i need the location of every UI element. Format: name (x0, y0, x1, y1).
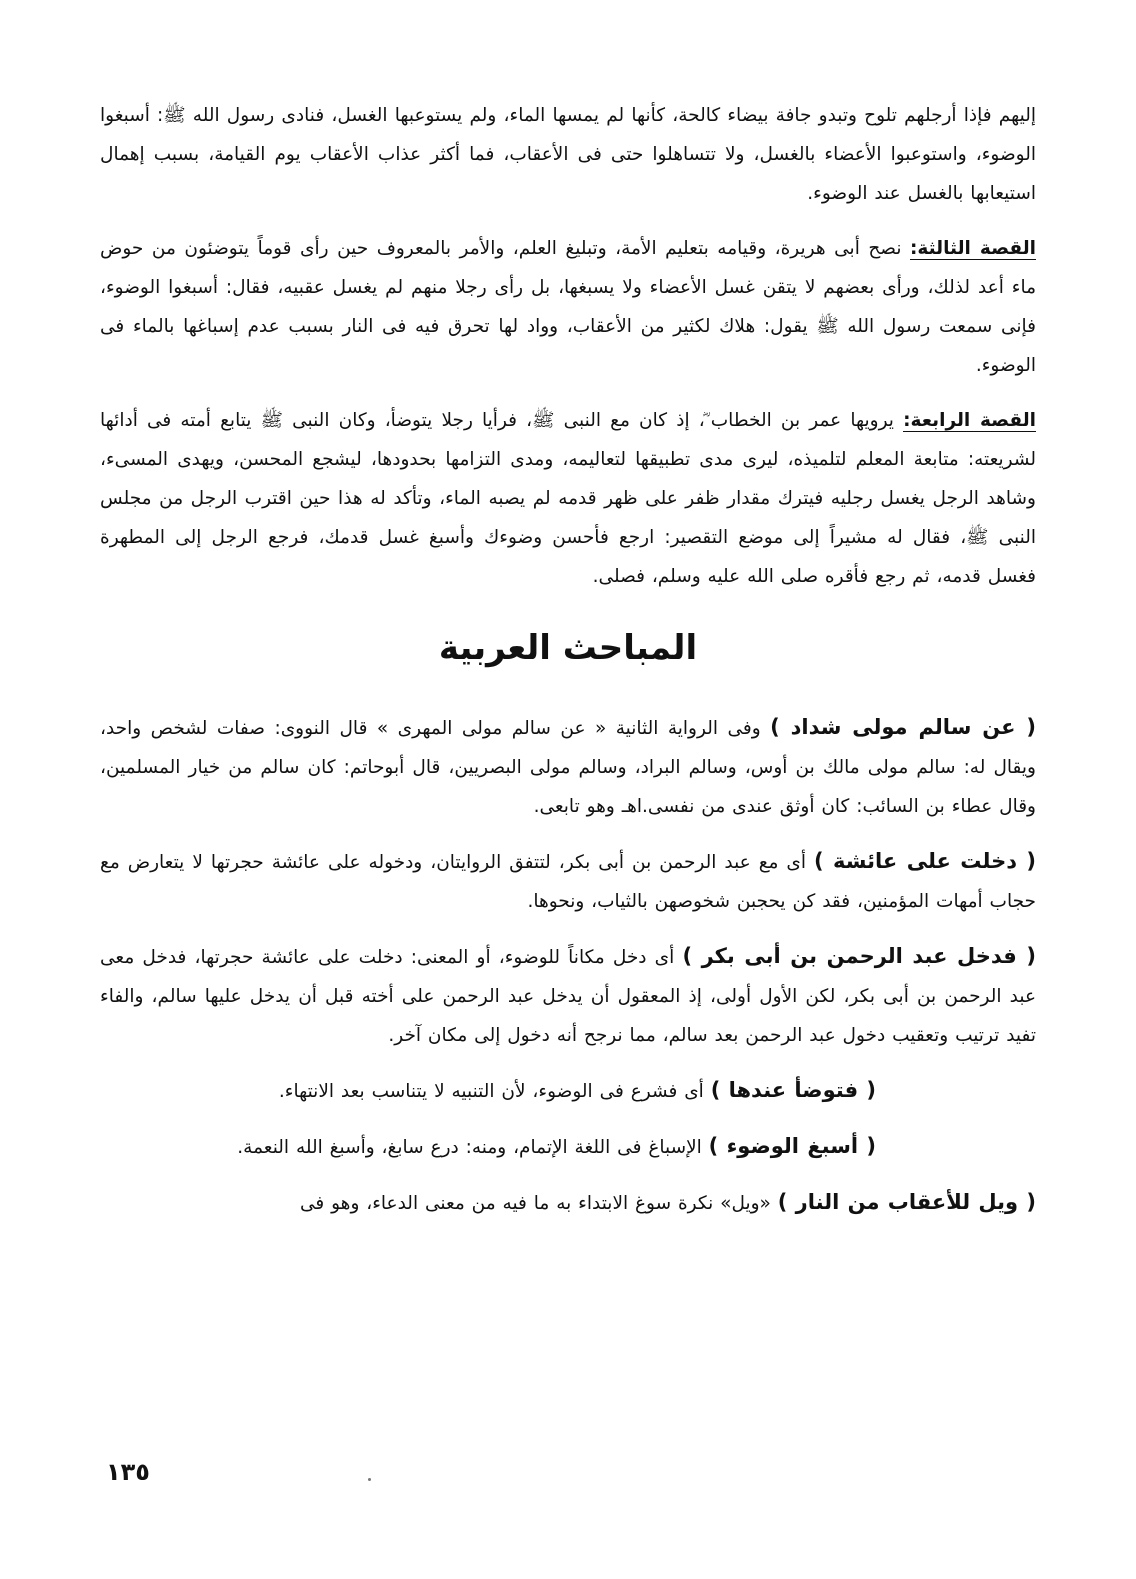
entry-paragraph (100, 937, 1036, 1055)
page-content (100, 96, 1036, 1239)
entry-text: أى فشرع فى الوضوء، لأن التنبيه لا يتناسب بعد الانتهاء. (278, 1081, 711, 1102)
entry-text: وفى الرواية الثانية « عن سالم مولى المهرى » قال النووى: صفات لشخص واحد، ويقال له: سالم مولى مالك بن أوس، وسالم البراد، وسالم مولى البصريين، قال أبوحاتم: كان سالم من خيار المسلمين، وقال عطاء بن السائب: كان أوثق عندى من نفسى.اهـ وهو تابعى. (100, 718, 1036, 817)
entry-paragraph (100, 1183, 1036, 1223)
section-title: المباحث العربية (438, 628, 698, 668)
story-four-text: يرويها عمر بن الخطاب ؓ، إذ كان مع النبى ﷺ، فرأيا رجلا يتوضأ، وكان النبى ﷺ يتابع أمته فى أدائها لشريعته: متابعة المعلم لتلميذه، ليرى مدى تطبيقها لتعاليمه، ومدى التزامها بحدودها، ليشجع المحسن، ويهدى المسىء، وشاهد الرجل يغسل رجليه فيترك مقدار ظفر على ظهر قدمه لم يصبه الماء، وتأكد له هذا حين اقترب الرجل من مجلس النبى ﷺ، فقال له مشيراً إلى موضع التقصير: ارجع فأحسن وضوءك وأسبغ غسل قدمك، فرجع الرجل إلى المطهرة فغسل قدمه، ثم رجع فأقره صلى الله عليه وسلم، فصلى. (100, 410, 1036, 587)
entry-paragraph (100, 708, 1036, 826)
entry-term: ( عن سالم مولى شداد ) (770, 715, 1036, 739)
entry-paragraph (100, 1127, 1036, 1167)
story-three-lead: القصة الثالثة: (909, 238, 1036, 259)
intro-paragraph: إليهم فإذا أرجلهم تلوح وتبدو جافة بيضاء كالحة، كأنها لم يمسها الماء، ولم يستوعبها الغسل، فنادى رسول الله ﷺ: أسبغوا الوضوء، واستوعبوا الأعضاء بالغسل، ولا تتساهلوا حتى فى الأعقاب، فما أكثر عذاب الأعقاب يوم القيامة، بسبب إهمال استيعابها بالغسل عند الوضوء. (100, 105, 1036, 204)
story-three-text: نصح أبى هريرة، وقيامه بتعليم الأمة، وتبليغ العلم، والأمر بالمعروف حين رأى قوماً يتوضئون من حوض ماء أعد لذلك، ورأى بعضهم لا يتقن غسل الأعضاء ولا يسبغها، بل رأى رجلا منهم لم يغسل عقبيه، فقال: أسبغوا الوضوء، فإنى سمعت رسول الله ﷺ يقول: هلاك لكثير من الأعقاب، وواد لها تحرق فيه فى النار بسبب عدم إسباغها بالماء فى الوضوء. (100, 238, 1036, 376)
story-four-paragraph (100, 401, 1036, 596)
entry-term: ( دخلت على عائشة ) (814, 849, 1036, 873)
scan-speck (368, 1478, 371, 1481)
entry-paragraph (100, 842, 1036, 921)
entry-text: أى دخل مكاناً للوضوء، أو المعنى: دخلت على عائشة حجرتها، فدخل معى عبد الرحمن بن أبى بكر، لكن الأول أولى، إذ المعقول أن يدخل عبد الرحمن على أخته قبل أن يدخل عليها سالم، والفاء تفيد ترتيب وتعقيب دخول عبد الرحمن بعد سالم، مما نرجح أنه دخول إلى مكان آخر. (100, 947, 1036, 1046)
entry-term: ( فدخل عبد الرحمن بن أبى بكر ) (682, 944, 1036, 968)
entry-text: أى مع عبد الرحمن بن أبى بكر، لتتفق الروايتان، ودخوله على عائشة حجرتها لا يتعارض مع حجاب أمهات المؤمنين، فقد كن يحجبن شخوصهن بالثياب، ونحوها. (100, 852, 1036, 912)
story-four-lead: القصة الرابعة: (903, 410, 1036, 431)
entry-text: «ويل» نكرة سوغ الابتداء به ما فيه من معنى الدعاء، وهو فى (299, 1193, 778, 1214)
entry-text: الإسباغ فى اللغة الإتمام، ومنه: درع سابغ، وأسبغ الله النعمة. (237, 1137, 709, 1158)
entry-term: ( أسبغ الوضوء ) (708, 1134, 876, 1158)
entry-term: ( ويل للأعقاب من النار ) (777, 1190, 1036, 1214)
entry-term: ( فتوضأ عندها ) (710, 1078, 876, 1102)
page-number: ١٣٥ (106, 1458, 150, 1486)
entry-paragraph (100, 1071, 1036, 1111)
story-three-paragraph (100, 229, 1036, 385)
